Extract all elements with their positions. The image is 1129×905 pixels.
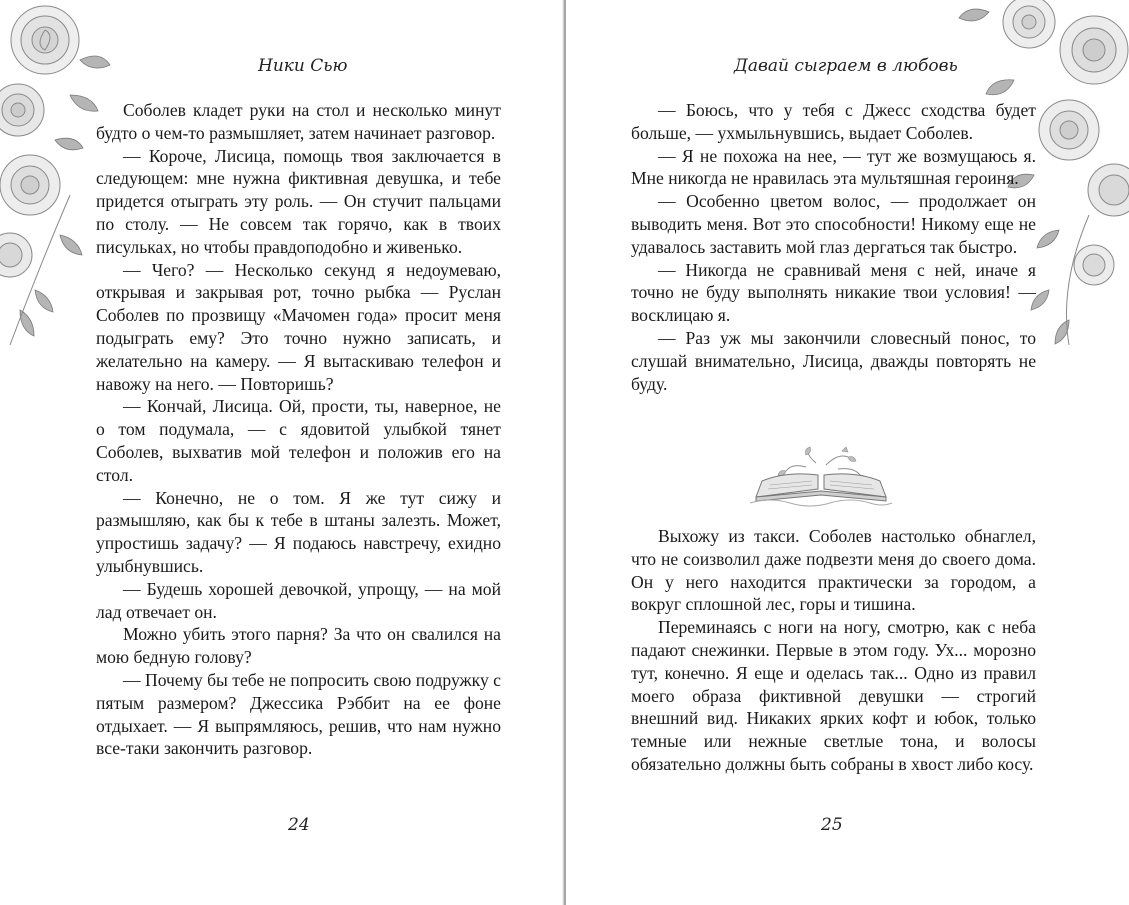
left-page-body	[96, 99, 501, 760]
paragraph: Соболев кладет руки на стол и несколько минут будто о чем-то размышляет, затем начинает разговор.	[96, 100, 501, 143]
paragraph: Переминаясь с ноги на ногу, смотрю, как с неба падают снежинки. Первые в этом году. Ух... морозно тут, конечно. Я еще и оделась так... Одно из правил моего образа фиктивной девушки — строгий внешний вид. Никаких ярких кофт и юбок, только темные или нежные светлые тона, и волосы обязательно должны быть собраны в хвост либо косу.	[631, 617, 1036, 774]
right-page-body-bottom	[631, 525, 1036, 776]
paragraph: — Боюсь, что у тебя с Джесс сходства будет больше, — ухмыльнувшись, выдает Соболев.	[631, 100, 1036, 143]
running-head-author: Ники Сью	[258, 56, 348, 76]
right-page-body-top	[631, 99, 1036, 395]
paragraph: — Короче, Лисица, помощь твоя заключается в следующем: мне нужна фиктивная девушка, и тебе придется отыграть эту роль. — Он стучит пальцами по столу. — Не совсем так горячо, как в твоих писульках, но чтобы правдоподобно и живенько.	[96, 145, 501, 257]
paragraph: Можно убить этого парня? За что он свалился на мою бедную голову?	[96, 624, 501, 668]
paragraph: — Раз уж мы закончили словесный понос, то слушай внимательно, Лисица, дважды повторять не буду.	[631, 327, 1036, 394]
paragraph: — Никогда не сравнивай меня с ней, иначе я точно не буду выполнять никакие твои условия! — восклицаю я.	[631, 259, 1036, 326]
page-number: 24	[288, 815, 310, 835]
paragraph: — Почему бы тебе не попросить свою подружку с пятым размером? Джессика Рэббит на ее фоне отдыхает. — Я выпрямляюсь, решив, что нам нужно все-таки закончить разговор.	[96, 669, 501, 759]
paragraph: — Будешь хорошей девочкой, упрощу, — на мой лад отвечает он.	[96, 578, 501, 622]
paragraph: — Чего? — Несколько секунд я недоумеваю, открывая и закрывая рот, точно рыбка — Руслан Соболев по прозвищу «Мачомен года» просит меня подыграть ему? Это точно нужно записать, и желательно на камеру. — Я вытаскиваю телефон и навожу на него. — Повторишь?	[96, 259, 501, 394]
open-book-ornament-icon	[746, 445, 896, 510]
paragraph: Выхожу из такси. Соболев настолько обнаглел, что не соизволил даже подвезти меня до своего дома. Он у него находится практически за городом, а вокруг сплошной лес, горы и тишина.	[631, 526, 1036, 615]
left-page	[0, 0, 564, 905]
page-number: 25	[821, 815, 843, 835]
paragraph: — Кончай, Лисица. Ой, прости, ты, наверное, не о том подумала, — с ядовитой улыбкой тянет Соболев, выхватив мой телефон и положив его на стол.	[96, 396, 501, 485]
running-head-title: Давай сыграем в любовь	[734, 56, 958, 76]
paragraph: — Конечно, не о том. Я же тут сижу и размышляю, как бы к тебе в штаны залезть. Может, упростишь задачу? — Я подаюсь навстречу, ехидно улыбнувшись.	[96, 487, 501, 576]
right-page	[566, 0, 1129, 905]
paragraph: — Я не похожа на нее, — тут же возмущаюсь я. Мне никогда не нравилась эта мультяшная героиня.	[631, 145, 1036, 189]
paragraph: — Особенно цветом волос, — продолжает он выводить меня. Вот это способности! Никому еще не удавалось заставить мой глаз дергаться так быстро.	[631, 191, 1036, 257]
